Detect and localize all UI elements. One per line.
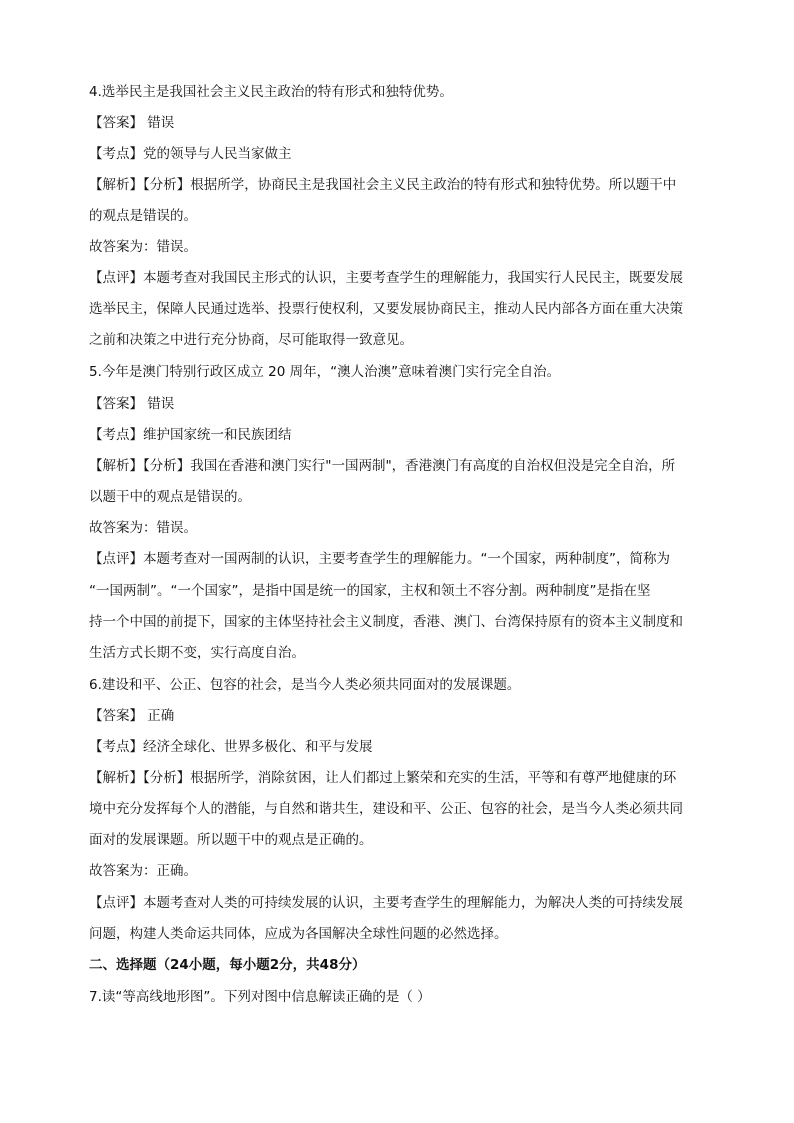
question-6-comment-line-2: 问题，构建人类命运共同体，应成为各国解决全球性问题的必然选择。 [89, 926, 508, 942]
question-6-answer: 【答案】 正确 [89, 708, 175, 724]
question-5-conclusion: 故答案为：错误。 [89, 520, 197, 536]
question-6-analysis-line-1: 【解析】【分析】根据所学，消除贫困，让人们都过上繁荣和充实的生活，平等和有尊严地健康的环 [89, 770, 677, 786]
question-5-comment-line-3: 持一个中国的前提下，国家的主体坚持社会主义制度，香港、澳门、台湾保持原有的资本主义制度和 [89, 614, 683, 630]
question-5-comment-line-1: 【点评】本题考查对一国两制的认识，主要考查学生的理解能力。“一个国家，两种制度”，简称为 [89, 551, 670, 567]
question-4-comment-line-3: 之前和决策之中进行充分协商，尽可能取得一致意见。 [89, 332, 413, 348]
question-6-conclusion: 故答案为：正确。 [89, 863, 197, 879]
question-6-topic: 【考点】经济全球化、世界多极化、和平与发展 [89, 739, 373, 755]
question-5-answer: 【答案】 错误 [89, 396, 175, 412]
question-4-answer: 【答案】 错误 [89, 115, 175, 131]
question-7-stem: 7.读“等高线地形图”。下列对图中信息解读正确的是（ ） [89, 989, 431, 1005]
question-4-topic: 【考点】党的领导与人民当家做主 [89, 146, 292, 162]
question-5-analysis-line-2: 以题干中的观点是错误的。 [89, 489, 251, 505]
question-4-comment-line-1: 【点评】本题考查对我国民主形式的认识，主要考查学生的理解能力，我国实行人民民主，既要发展 [89, 270, 683, 286]
question-5-stem: 5.今年是澳门特别行政区成立 20 周年，“澳人治澳”意味着澳门实行完全自治。 [89, 364, 561, 380]
question-5-analysis-line-1: 【解析】【分析】我国在香港和澳门实行"一国两制"，香港澳门有高度的自治权但没是完全自治，所 [89, 458, 676, 474]
question-4-analysis-line-1: 【解析】【分析】根据所学，协商民主是我国社会主义民主政治的特有形式和独特优势。所以题干中 [89, 177, 677, 193]
question-4-stem: 4.选举民主是我国社会主义民主政治的特有形式和独特优势。 [89, 84, 453, 100]
question-6-analysis-line-3: 面对的发展课题。所以题干中的观点是正确的。 [89, 832, 373, 848]
question-4-comment-line-2: 选举民主，保障人民通过选举、投票行使权利，又要发展协商民主，推动人民内部各方面在重大决策 [89, 301, 683, 317]
question-4-analysis-line-2: 的观点是错误的。 [89, 208, 197, 224]
question-5-comment-line-4: 生活方式长期不变，实行高度自治。 [89, 645, 305, 661]
section-heading-multiple-choice: 二、选择题（24小题，每小题2分，共48分） [89, 957, 366, 973]
question-5-comment-line-2: “一国两制”。“一个国家”，是指中国是统一的国家，主权和领土不容分割。两种制度”是指在坚 [89, 583, 651, 599]
question-5-topic: 【考点】维护国家统一和民族团结 [89, 427, 292, 443]
question-6-analysis-line-2: 境中充分发挥每个人的潜能，与自然和谐共生，建设和平、公正、包容的社会，是当今人类必须共同 [89, 801, 683, 817]
question-4-conclusion: 故答案为：错误。 [89, 239, 197, 255]
question-6-comment-line-1: 【点评】本题考查对人类的可持续发展的认识，主要考查学生的理解能力，为解决人类的可持续发展 [89, 895, 683, 911]
question-6-stem: 6.建设和平、公正、包容的社会，是当今人类必须共同面对的发展课题。 [89, 677, 521, 693]
